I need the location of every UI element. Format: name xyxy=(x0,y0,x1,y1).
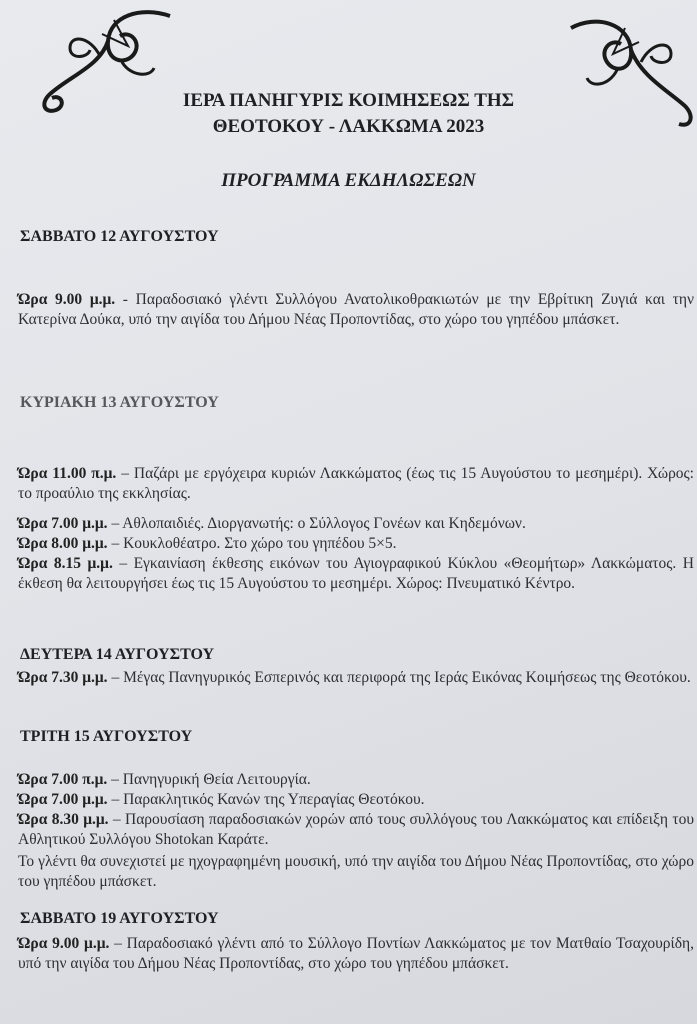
event-entry xyxy=(18,534,694,554)
event-entry xyxy=(18,668,694,688)
event-text: – Παραδοσιακό γλέντι από το Σύλλογο Ποντίων Λακκώματος με τον Ματθαίο Τσαχουρίδη, υπό την αιγίδα του Δήμου Νέας Προποντίδας, στο χώρο του γηπέδου μπάσκετ. xyxy=(18,935,694,972)
event-text: – Μέγας Πανηγυρικός Εσπερινός και περιφορά της Ιεράς Εικόνας Κοιμήσεως της Θεοτόκου. xyxy=(107,669,691,686)
event-entry xyxy=(18,290,694,330)
event-text: Το γλέντι θα συνεχιστεί με ηχογραφημένη μουσική, υπό την αιγίδα του Δήμου Νέας Προποντίδας, στο χώρο του γηπέδου μπάσκετ. xyxy=(18,853,694,890)
event-text: - Παραδοσιακό γλέντι Συλλόγου Ανατολικοθρακιωτών με την Εβρίτικη Ζυγιά και την Κατερίνα Δούκα, υπό την αιγίδα του Δήμου Νέας Προποντίδας, στο χώρο του γηπέδου μπάσκετ. xyxy=(18,291,694,328)
event-note xyxy=(18,852,694,892)
title-line-1: ΙΕΡΑ ΠΑΝΗΓΥΡΙΣ ΚΟΙΜΗΣΕΩΣ ΤΗΣ xyxy=(182,90,515,111)
event-text: – Εγκαινίαση έκθεσης εικόνων του Αγιογραφικού Κύκλου «Θεομήτωρ» Λακκώματος. Η έκθεση θα λειτουργήσει έως τις 15 Αυγούστου το μεσημέρι. Χώρος: Πνευματικό Κέντρο. xyxy=(18,555,694,592)
event-entry xyxy=(18,464,694,504)
event-entry xyxy=(18,770,694,790)
event-time: Ώρα 8.15 μ.μ. xyxy=(18,555,113,572)
event-time: Ώρα 7.00 μ.μ. xyxy=(18,791,108,808)
event-entry xyxy=(18,514,694,534)
event-entry xyxy=(18,790,694,810)
event-entry xyxy=(18,554,694,594)
day-heading-tuesday-15: ΤΡΙΤΗ 15 ΑΥΓΟΥΣΤΟΥ xyxy=(20,728,193,745)
event-time: Ώρα 7.00 π.μ. xyxy=(18,771,108,788)
event-text: – Παρακλητικός Κανών της Υπεραγίας Θεοτόκου. xyxy=(107,791,425,808)
program-subtitle: ΠΡΟΓΡΑΜΜΑ ΕΚΔΗΛΩΣΕΩΝ xyxy=(221,170,476,191)
event-text: – Κουκλοθέατρο. Στο χώρο του γηπέδου 5×5. xyxy=(107,535,397,552)
event-time: Ώρα 7.30 μ.μ. xyxy=(18,669,108,686)
day-heading-saturday-19: ΣΑΒΒΑΤΟ 19 ΑΥΓΟΥΣΤΟΥ xyxy=(20,910,219,927)
event-text: – Πανηγυρική Θεία Λειτουργία. xyxy=(107,771,311,788)
event-entry xyxy=(18,934,694,974)
event-time: Ώρα 7.00 μ.μ. xyxy=(18,515,108,532)
event-time: Ώρα 9.00 μ.μ. xyxy=(18,935,110,952)
day-heading-monday-14: ΔΕΥΤΕΡΑ 14 ΑΥΓΟΥΣΤΟΥ xyxy=(20,646,215,663)
event-text: – Αθλοπαιδιές. Διοργανωτής: ο Σύλλογος Γονέων και Κηδεμόνων. xyxy=(107,515,526,532)
event-text: – Παζάρι με εργόχειρα κυριών Λακκώματος (έως τις 15 Αυγούστου το μεσημέρι). Χώρος: το προαύλιο της εκκλησίας. xyxy=(18,465,694,502)
day-heading-saturday-12: ΣΑΒΒΑΤΟ 12 ΑΥΓΟΥΣΤΟΥ xyxy=(20,228,219,245)
event-time: Ώρα 11.00 π.μ. xyxy=(18,465,117,482)
title-line-2: ΘΕΟΤΟΚΟΥ - ΛΑΚΚΩΜΑ 2023 xyxy=(212,116,485,137)
event-time: Ώρα 8.00 μ.μ. xyxy=(18,535,108,552)
document-title xyxy=(0,88,697,140)
event-text: – Παρουσίαση παραδοσιακών χορών από τους συλλόγους του Λακκώματος και επίδειξη του Αθλητικού Συλλόγου Shotokan Καράτε. xyxy=(18,811,694,848)
day-heading-sunday-13: ΚΥΡΙΑΚΗ 13 ΑΥΓΟΥΣΤΟΥ xyxy=(20,394,219,411)
event-time: Ώρα 9.00 μ.μ. xyxy=(18,291,116,308)
event-entry xyxy=(18,810,694,850)
event-time: Ώρα 8.30 μ.μ. xyxy=(18,811,109,828)
